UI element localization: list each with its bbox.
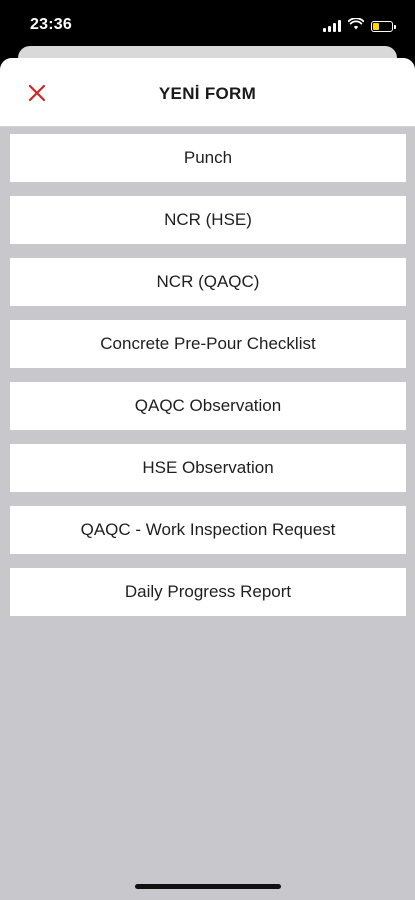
wifi-icon bbox=[348, 17, 364, 35]
sheet-header bbox=[0, 58, 415, 127]
status-bar bbox=[0, 0, 415, 50]
form-item-ncr-qaqc[interactable]: NCR (QAQC) bbox=[10, 258, 406, 306]
battery-icon bbox=[371, 21, 393, 32]
form-item-hse-observation[interactable]: HSE Observation bbox=[10, 444, 406, 492]
battery-level bbox=[373, 23, 379, 30]
status-time: 23:36 bbox=[30, 16, 72, 33]
form-item-ncr-hse[interactable]: NCR (HSE) bbox=[10, 196, 406, 244]
form-item-daily-progress-report[interactable]: Daily Progress Report bbox=[10, 568, 406, 616]
home-indicator[interactable] bbox=[135, 884, 281, 889]
status-icons bbox=[323, 17, 393, 35]
form-item-qaqc-work-inspection-request[interactable]: QAQC - Work Inspection Request bbox=[10, 506, 406, 554]
form-item-punch[interactable]: Punch bbox=[10, 134, 406, 182]
page-title: YENİ FORM bbox=[158, 84, 257, 103]
signal-icon bbox=[323, 20, 341, 32]
form-item-qaqc-observation[interactable]: QAQC Observation bbox=[10, 382, 406, 430]
form-item-concrete-pre-pour-checklist[interactable]: Concrete Pre-Pour Checklist bbox=[10, 320, 406, 368]
new-form-sheet bbox=[0, 58, 415, 900]
form-list bbox=[10, 134, 406, 630]
